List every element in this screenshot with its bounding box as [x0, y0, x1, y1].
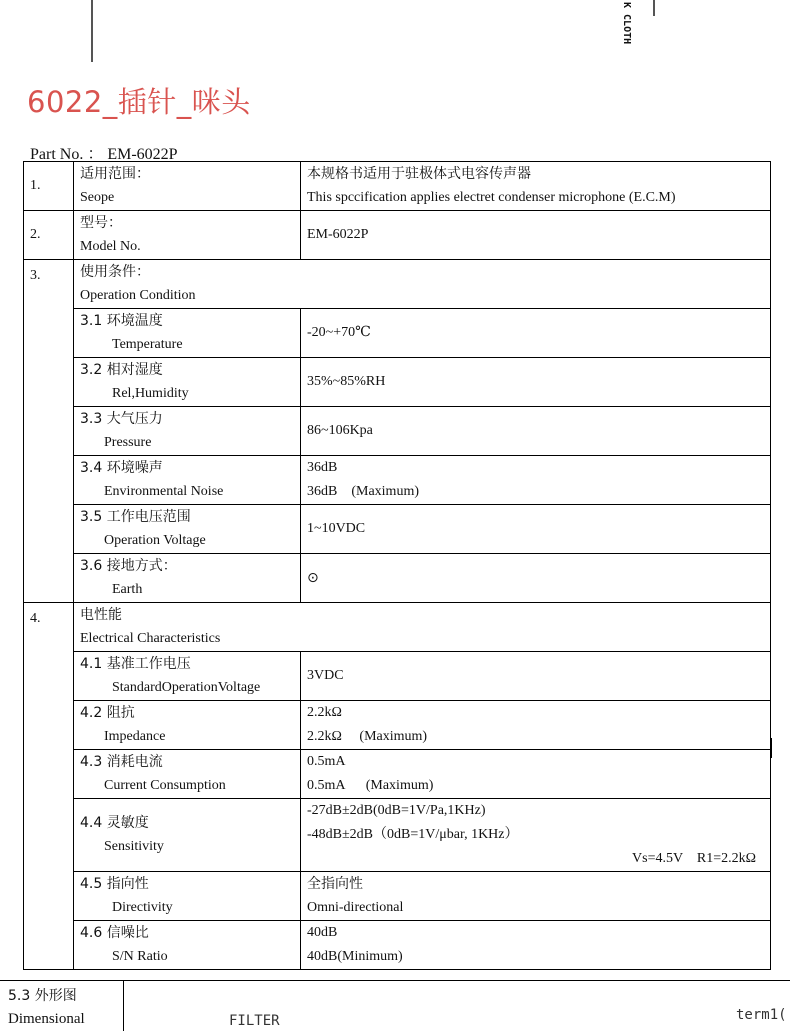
value-zh: 本规格书适用于驻极体式电容传声器 [307, 166, 531, 182]
param-cell [74, 799, 301, 872]
param-label-en: Model No. [80, 239, 141, 254]
param-cell [74, 554, 301, 603]
param-label-en: Temperature [112, 337, 183, 352]
table-row [24, 211, 771, 260]
table-row [24, 750, 771, 799]
table-row [24, 309, 771, 358]
param-cell [74, 505, 301, 554]
value-line: 2.2kΩ (Maximum) [307, 729, 428, 744]
param-label-zh: 3.4 环境噪声 [80, 460, 163, 476]
param-label-en: Environmental Noise [104, 484, 224, 499]
value-cell [301, 872, 771, 921]
dimension-label-zh: 5.3 外形图 [8, 988, 77, 1004]
value-cell [301, 554, 771, 603]
param-label-zh: 4.3 消耗电流 [80, 754, 163, 770]
earth-symbol-icon: ⊙ [307, 569, 319, 586]
table-row [24, 358, 771, 407]
section-header-row [24, 603, 771, 652]
value-cell [301, 456, 771, 505]
section-header-cell [74, 260, 771, 309]
row-number: 1. [24, 162, 74, 211]
param-label-en: Rel,Humidity [112, 386, 189, 401]
value-line: 36dB [307, 460, 338, 475]
value-cell: EM-6022P [301, 211, 771, 260]
param-label-zh: 适用范围： [80, 166, 150, 182]
value-cell: 3VDC [301, 652, 771, 701]
param-label-en: Sensitivity [104, 839, 164, 854]
sketch-line-right [653, 0, 655, 16]
cloth-label: K CLOTH [621, 2, 632, 45]
value-line: 40dB [307, 925, 338, 940]
table-row [24, 456, 771, 505]
page-title: 6022_插针_咪头 [27, 85, 251, 119]
value-cell: 1~10VDC [301, 505, 771, 554]
table-row [24, 872, 771, 921]
param-cell [74, 456, 301, 505]
param-label-zh: 3.2 相对湿度 [80, 362, 163, 378]
test-condition-note: Vs=4.5V R1=2.2kΩ [632, 851, 756, 866]
param-label-en: Operation Voltage [104, 533, 206, 548]
spec-table [23, 161, 771, 970]
param-cell [74, 358, 301, 407]
value-cell [301, 162, 771, 211]
table-row [24, 554, 771, 603]
value-line: 40dB(Minimum) [307, 949, 403, 964]
dimension-label-en: Dimensional [8, 1011, 85, 1027]
param-label-en: Pressure [104, 435, 152, 450]
section-label-zh: 电性能 [80, 607, 122, 623]
param-cell [74, 652, 301, 701]
param-label-en: Seope [80, 190, 115, 205]
param-label-zh: 3.6 接地方式： [80, 558, 177, 574]
param-label-en: Directivity [112, 900, 173, 915]
terminal-label: term1( [736, 1007, 787, 1023]
param-cell [74, 921, 301, 970]
param-label-en: Impedance [104, 729, 166, 744]
section-label-zh: 使用条件： [80, 264, 150, 280]
filter-label: FILTER [229, 1013, 280, 1029]
table-row [24, 701, 771, 750]
value-line: 0.5mA (Maximum) [307, 778, 434, 793]
part-number-value: EM-6022P [107, 146, 178, 163]
param-label-en: StandardOperationVoltage [112, 680, 261, 695]
param-label-en: S/N Ratio [112, 949, 168, 964]
value-cell: 35%~85%RH [301, 358, 771, 407]
value-cell [301, 921, 771, 970]
table-row [24, 652, 771, 701]
sketch-line-left [91, 0, 93, 62]
value-line: 0.5mA [307, 754, 346, 769]
param-cell [74, 211, 301, 260]
param-label-en: Earth [112, 582, 143, 597]
value-cell [301, 701, 771, 750]
param-label-zh: 4.4 灵敏度 [80, 815, 149, 831]
value-line: Omni-directional [307, 900, 404, 915]
dimension-section [0, 980, 790, 1031]
param-label-zh: 4.6 信噪比 [80, 925, 149, 941]
param-cell [74, 872, 301, 921]
part-number-label: Part No. ： [30, 146, 104, 163]
param-label-zh: 4.1 基准工作电压 [80, 656, 191, 672]
param-label-zh: 4.5 指向性 [80, 876, 149, 892]
row-number: 2. [24, 211, 74, 260]
table-row [24, 162, 771, 211]
param-label-zh: 3.1 环境温度 [80, 313, 163, 329]
section-label-en: Electrical Characteristics [80, 631, 221, 646]
param-cell [74, 162, 301, 211]
table-row [24, 505, 771, 554]
value-line: 36dB (Maximum) [307, 484, 419, 499]
param-cell [74, 701, 301, 750]
param-cell [74, 750, 301, 799]
table-row [24, 799, 771, 872]
row-number: 3. [24, 260, 74, 603]
param-label-zh: 型号： [80, 215, 122, 231]
text-cursor [771, 738, 772, 758]
param-label-zh: 4.2 阻抗 [80, 705, 135, 721]
value-cell: 86~106Kpa [301, 407, 771, 456]
section-label-en: Operation Condition [80, 288, 196, 303]
value-line: 2.2kΩ [307, 705, 342, 720]
param-cell [74, 309, 301, 358]
param-label-zh: 3.5 工作电压范围 [80, 509, 191, 525]
value-cell [301, 750, 771, 799]
row-number: 4. [24, 603, 74, 970]
value-line: -27dB±2dB(0dB=1V/Pa,1KHz) [307, 803, 486, 818]
value-line: 全指向性 [307, 876, 363, 892]
param-label-zh: 3.3 大气压力 [80, 411, 163, 427]
section-header-cell [74, 603, 771, 652]
table-row [24, 921, 771, 970]
value-en: This spccification applies electret condenser microphone (E.C.M) [307, 190, 676, 205]
value-cell [301, 799, 771, 872]
value-line: -48dB±2dB（0dB=1V/μbar, 1KHz） [307, 827, 519, 842]
table-row [24, 407, 771, 456]
value-cell: -20~+70℃ [301, 309, 771, 358]
dimension-label-cell [0, 981, 124, 1031]
param-label-en: Current Consumption [104, 778, 226, 793]
section-header-row [24, 260, 771, 309]
param-cell [74, 407, 301, 456]
